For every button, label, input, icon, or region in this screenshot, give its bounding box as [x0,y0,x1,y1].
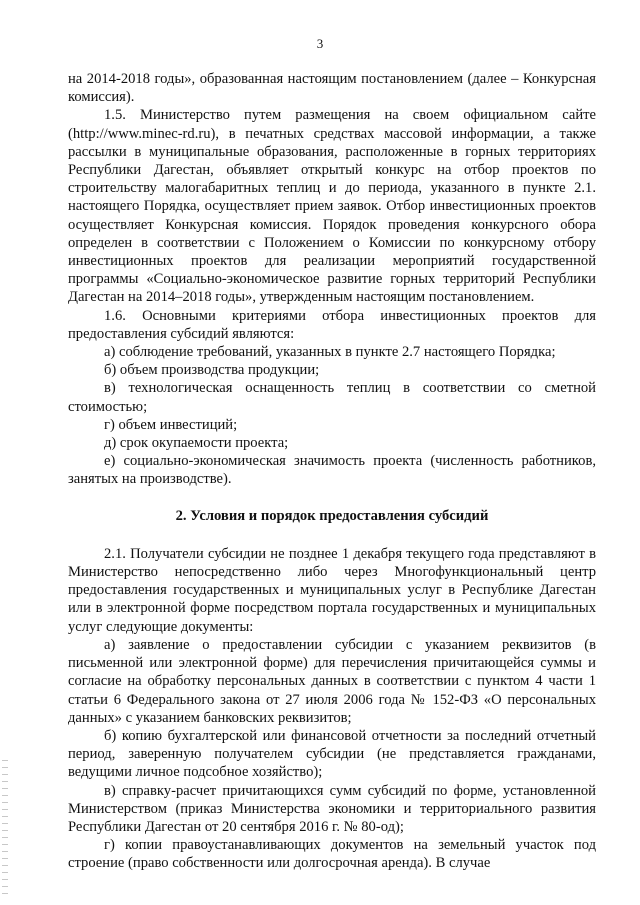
document-item-b: б) копию бухгалтерской или финансовой отчетности за последний отчетный период, заверенную получателем субсидии (не представляется гражданами, ведущими личное подсобное хозяйство); [68,727,596,781]
section-heading: 2. Условия и порядок предоставления субсидий [175,507,489,524]
paragraph-1-5: 1.5. Министерство путем размещения на своем официальном сайте (http://www.minec-rd.ru), в печатных средствах массовой информации, а также рассылки в муниципальные образования, расположенные в горных территориях Республики Дагестан, объявляет открытый конкурс на отбор проектов по строительству малогабаритных теплиц и до периода, указанного в пункте 2.1. настоящего Порядка, осуществляет прием заявок. Отбор инвестиционных проектов осуществляет Конкурсная комиссия. Порядок проведения конкурсного обора определен в соответствии с Положением о Комиссии по конкурсному отбору инвестиционных проектов для реализации мероприятий государственной программы «Социально-экономическое развитие горных территорий Республики Дагестан на 2014–2018 годы», утвержденным настоящим постановлением. [68,107,596,306]
paragraph-continuation: на 2014-2018 годы», образованная настоящим постановлением (далее – Конкурсная комиссия). [68,71,596,106]
page-number: 3 [316,36,324,51]
document-item-g: г) копии правоустанавливающих документов на земельный участок под строение (право собственности или долгосрочная аренда). В случае [68,837,596,872]
document-item-a: а) заявление о предоставлении субсидии с указанием реквизитов (в письменной или электронной форме) для перечисления причитающейся суммы и согласие на обработку персональных данных в соответствии с пунктом 4 части 1 статьи 6 Федерального закона от 27 июля 2006 года № 152-ФЗ «О персональных данных» с указанием банковских реквизитов; [68,636,596,726]
criterion-d: д) срок окупаемости проекта; [104,435,289,452]
document-body [68,70,596,873]
criterion-g: г) объем инвестиций; [104,416,238,433]
criterion-b: б) объем производства продукции; [104,362,320,379]
paragraph-1-6: 1.6. Основными критериями отбора инвестиционных проектов для предоставления субсидий являются: [68,307,596,342]
criterion-v: в) технологическая оснащенность теплиц в соответствии со сметной стоимостью; [68,380,596,415]
criterion-e: е) социально-экономическая значимость проекта (численность работников, занятых на производстве). [68,453,596,488]
scan-artifact [2,760,8,900]
paragraph-2-1: 2.1. Получатели субсидии не позднее 1 декабря текущего года представляют в Министерство непосредственно либо через Многофункциональный центр предоставления государственных и муниципальных услуг в Республике Дагестан или в электронной форме посредством портала государственных и муниципальных услуг следующие документы: [68,545,596,635]
document-item-v: в) справку-расчет причитающихся сумм субсидий по форме, установленной Министерством (приказ Министерства экономики и территориального развития Республики Дагестан от 20 сентября 2016 г. № 80-од); [68,782,596,835]
criterion-a: а) соблюдение требований, указанных в пункте 2.7 настоящего Порядка; [104,344,556,361]
